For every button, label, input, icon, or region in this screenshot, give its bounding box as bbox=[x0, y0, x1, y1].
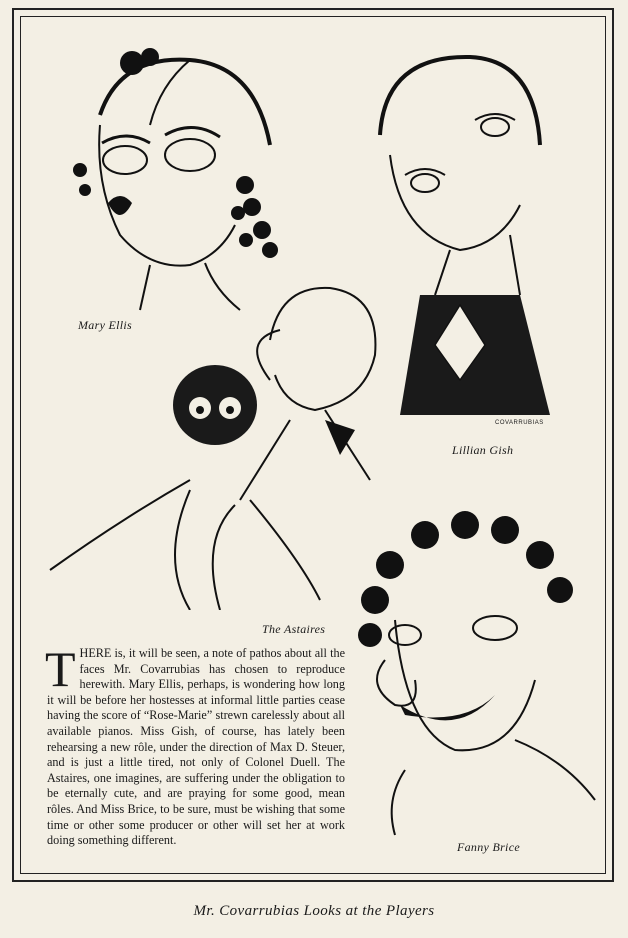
caption-fanny-brice: Fanny Brice bbox=[457, 840, 520, 854]
caption-lillian-gish: Lillian Gish bbox=[452, 443, 514, 457]
drop-cap: T bbox=[45, 641, 76, 697]
caption-mary-ellis: Mary Ellis bbox=[78, 318, 132, 332]
fanny-brice-caricature bbox=[345, 510, 605, 840]
article-body: HERE is, it will be seen, a note of pathos about all the faces Mr. Covarrubias has chosen to reproduce herewith. Mary Ellis, perhaps, is wondering how long it will be before her hostesses at informal little parties cease having the score of “Rose-Marie” strewn carelessly about all available pianos. Miss Gish, of course, has lately been rehearsing a new rôle, under the direction of Max D. Steuer, and is just a little tired, not only of Colonel Duell. The Astaires, one imagines, are suffering under the obligation to be eternally cute, and are praying for some good, mean rôles. And Miss Brice, to be sure, must be wishing that some time or other some producer or other will set her at work doing something different. bbox=[47, 646, 345, 848]
artist-signature: COVARRUBIAS bbox=[495, 420, 544, 426]
mary-ellis-caricature bbox=[40, 35, 300, 315]
page-title: Mr. Covarrubias Looks at the Players bbox=[193, 903, 435, 919]
caption-astaires: The Astaires bbox=[262, 622, 326, 636]
article-text bbox=[45, 641, 345, 849]
